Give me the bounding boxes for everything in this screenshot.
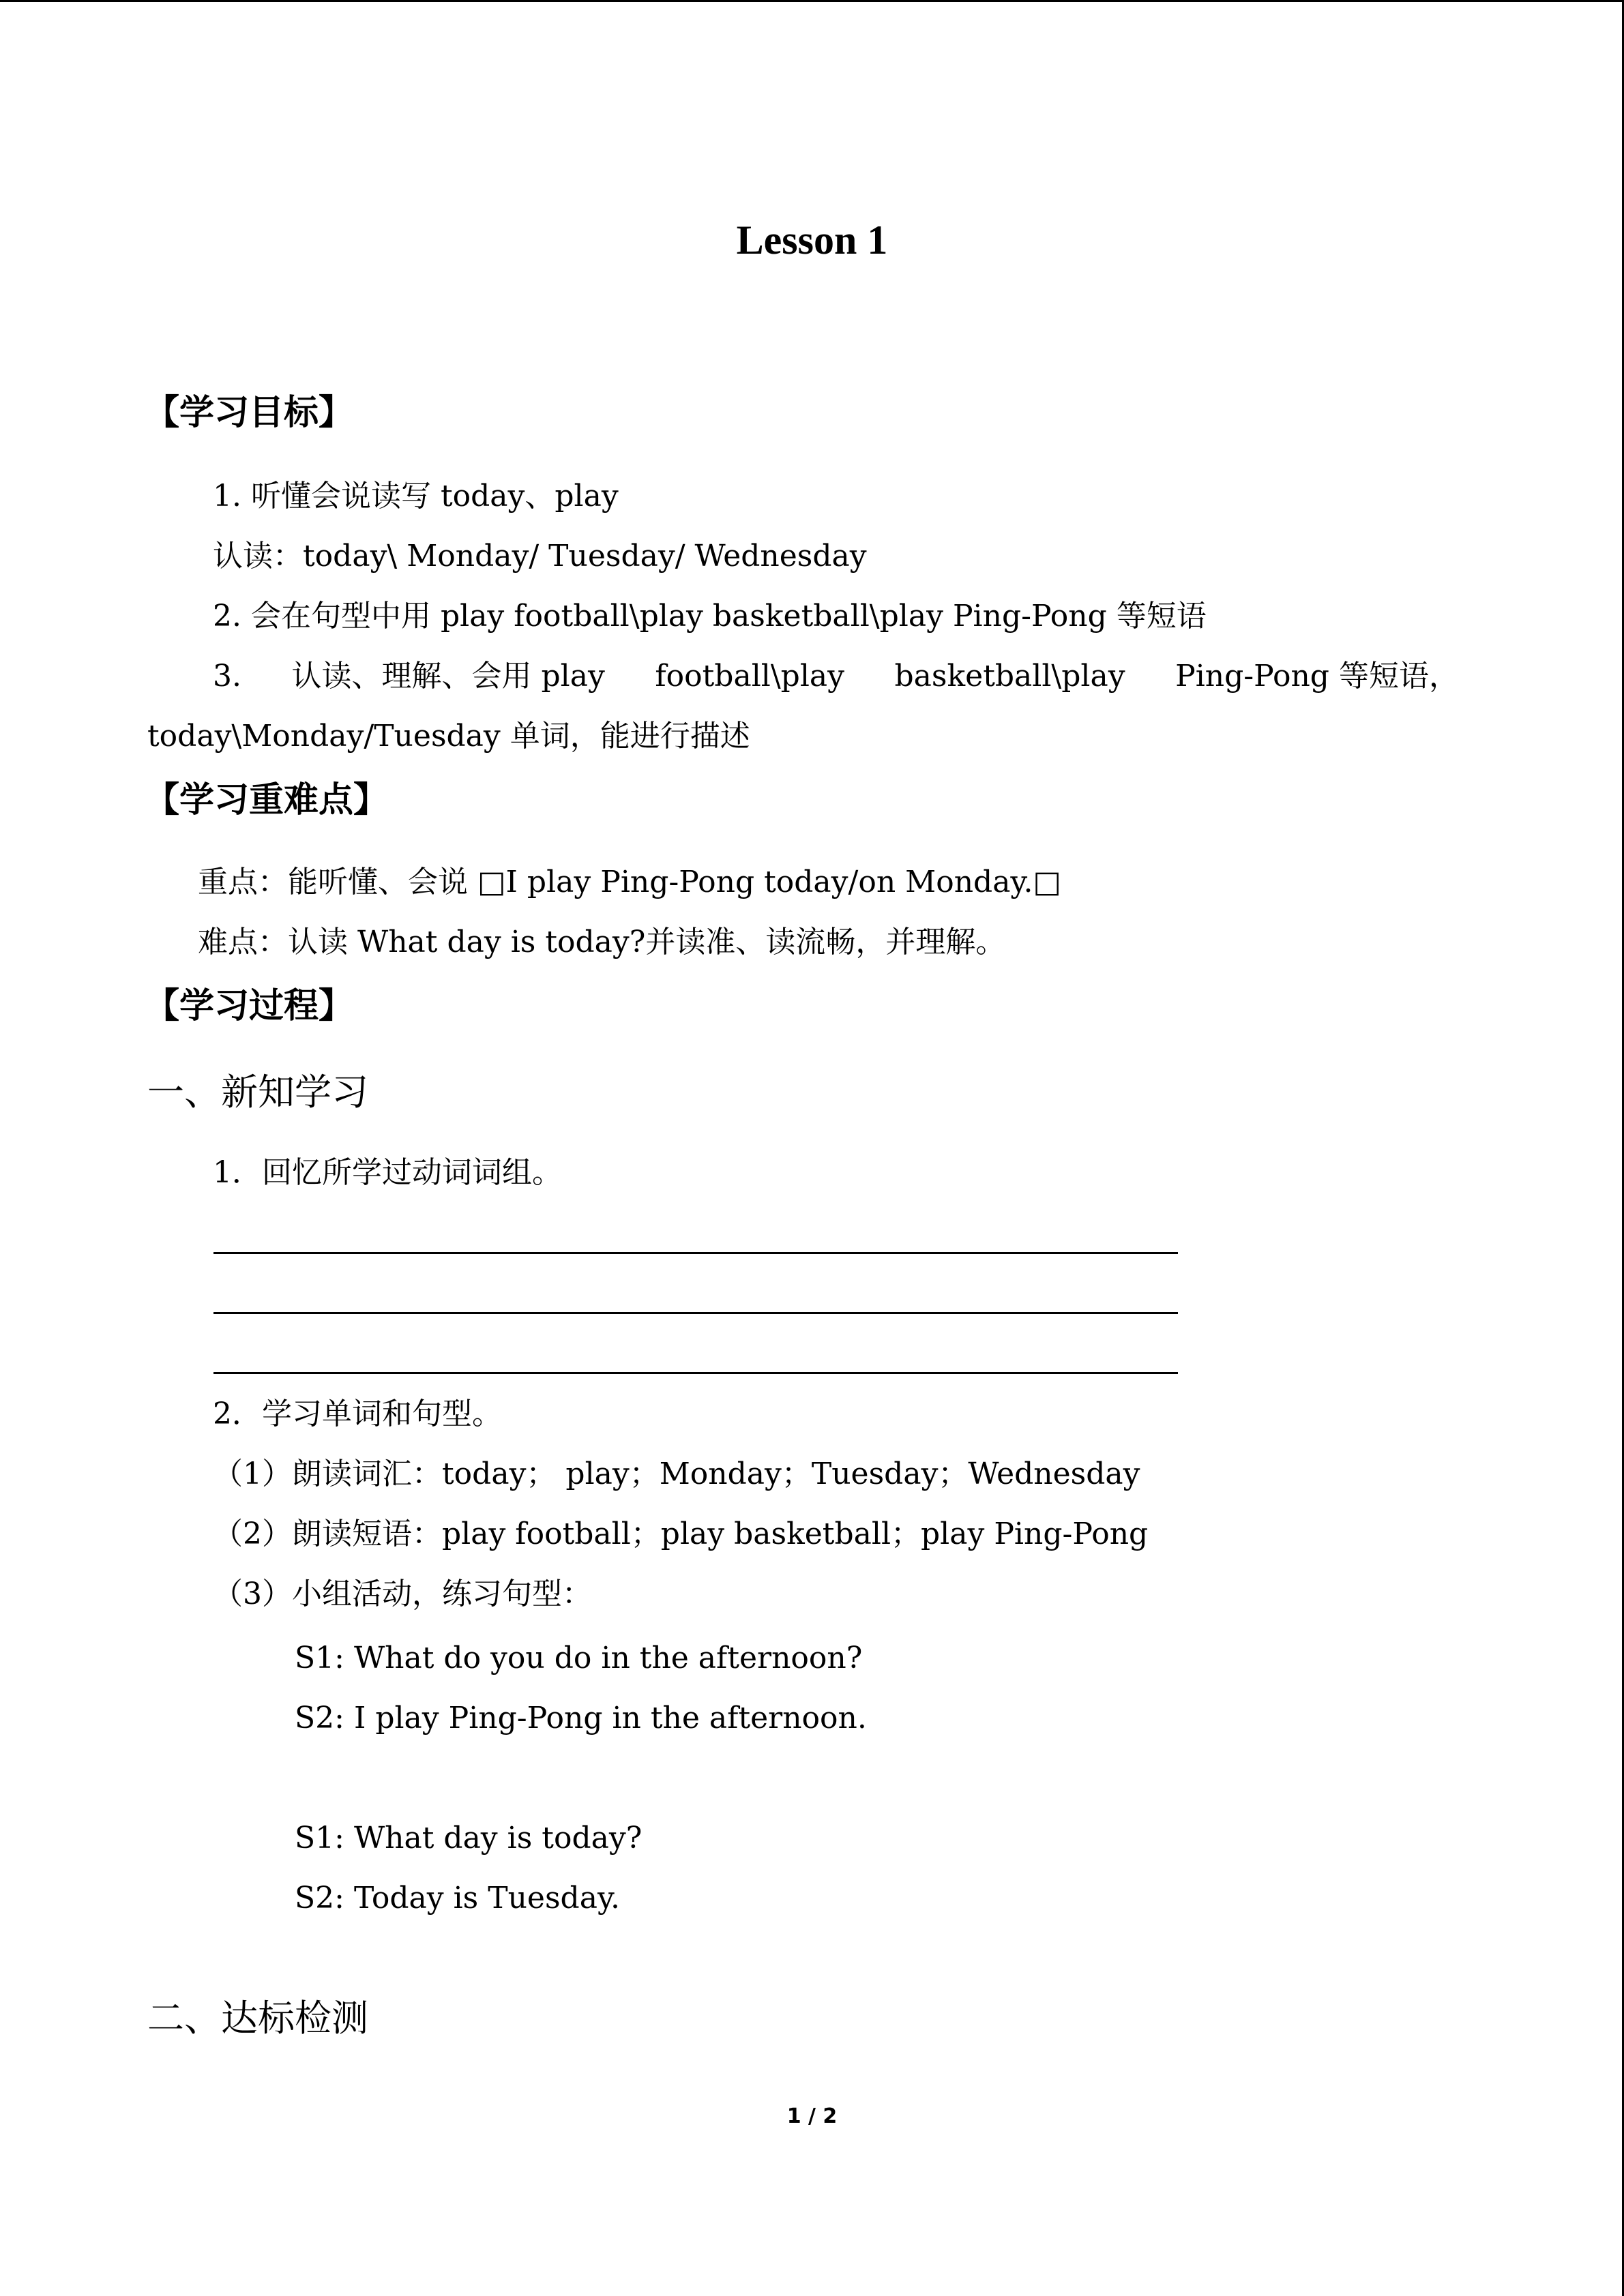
sub-step-3: （3）小组活动，练习句型： bbox=[213, 1577, 592, 1611]
page-top-border bbox=[0, 0, 1624, 2]
dialogue-line: S1: What day is today? bbox=[295, 1821, 643, 1855]
goal-item-1: 1. 听懂会说读写 today、play bbox=[213, 479, 619, 513]
page-title: Lesson 1 bbox=[736, 218, 888, 263]
step-2: 2．学习单词和句型。 bbox=[213, 1397, 502, 1431]
goal-item-3 bbox=[213, 649, 1459, 704]
step-1: 1．回忆所学过动词词组。 bbox=[213, 1155, 562, 1190]
dialogue-line: S1: What do you do in the afternoon? bbox=[295, 1641, 863, 1675]
dialogue-line: S2: I play Ping-Pong in the afternoon. bbox=[295, 1701, 867, 1735]
key-point: 重点：能听懂、会说 □I play Ping-Pong today/on Monday.□ bbox=[198, 865, 1062, 899]
dialogue-line: S2: Today is Tuesday. bbox=[295, 1881, 620, 1915]
answer-line bbox=[213, 1252, 1178, 1254]
answer-line bbox=[213, 1312, 1178, 1314]
part-heading-assessment: 二、达标检测 bbox=[147, 1997, 368, 2040]
difficult-point: 难点：认读 What day is today?并读准、读流畅，并理解。 bbox=[198, 925, 1006, 959]
goal-item-3-word: football\play bbox=[655, 659, 844, 694]
section-heading-process: 【学习过程】 bbox=[145, 986, 354, 1026]
page-number: 1 / 2 bbox=[786, 2104, 838, 2128]
section-heading-goals: 【学习目标】 bbox=[145, 393, 354, 433]
sub-step-2: （2）朗读短语：play football；play basketball；play Ping-Pong bbox=[213, 1517, 1149, 1551]
goal-item-3-word: 认读、理解、会用 play bbox=[291, 659, 605, 694]
goal-item-3-word: Ping-Pong 等短语， bbox=[1175, 659, 1459, 694]
goal-item-3-word: 3. bbox=[213, 659, 241, 694]
answer-line bbox=[213, 1372, 1178, 1374]
sub-step-1: （1）朗读词汇：today； play；Monday；Tuesday；Wednesday bbox=[213, 1457, 1140, 1491]
part-heading-new-knowledge: 一、新知学习 bbox=[147, 1071, 368, 1114]
goal-item-3-word: basketball\play bbox=[894, 659, 1125, 694]
goal-item-1-sub: 认读：today\ Monday/ Tuesday/ Wednesday bbox=[213, 539, 867, 573]
section-heading-key-points: 【学习重难点】 bbox=[145, 780, 389, 820]
goal-item-2: 2. 会在句型中用 play football\play basketball\play Ping-Pong 等短语 bbox=[213, 599, 1207, 633]
goal-item-3-continued: today\Monday/Tuesday 单词，能进行描述 bbox=[147, 719, 750, 754]
